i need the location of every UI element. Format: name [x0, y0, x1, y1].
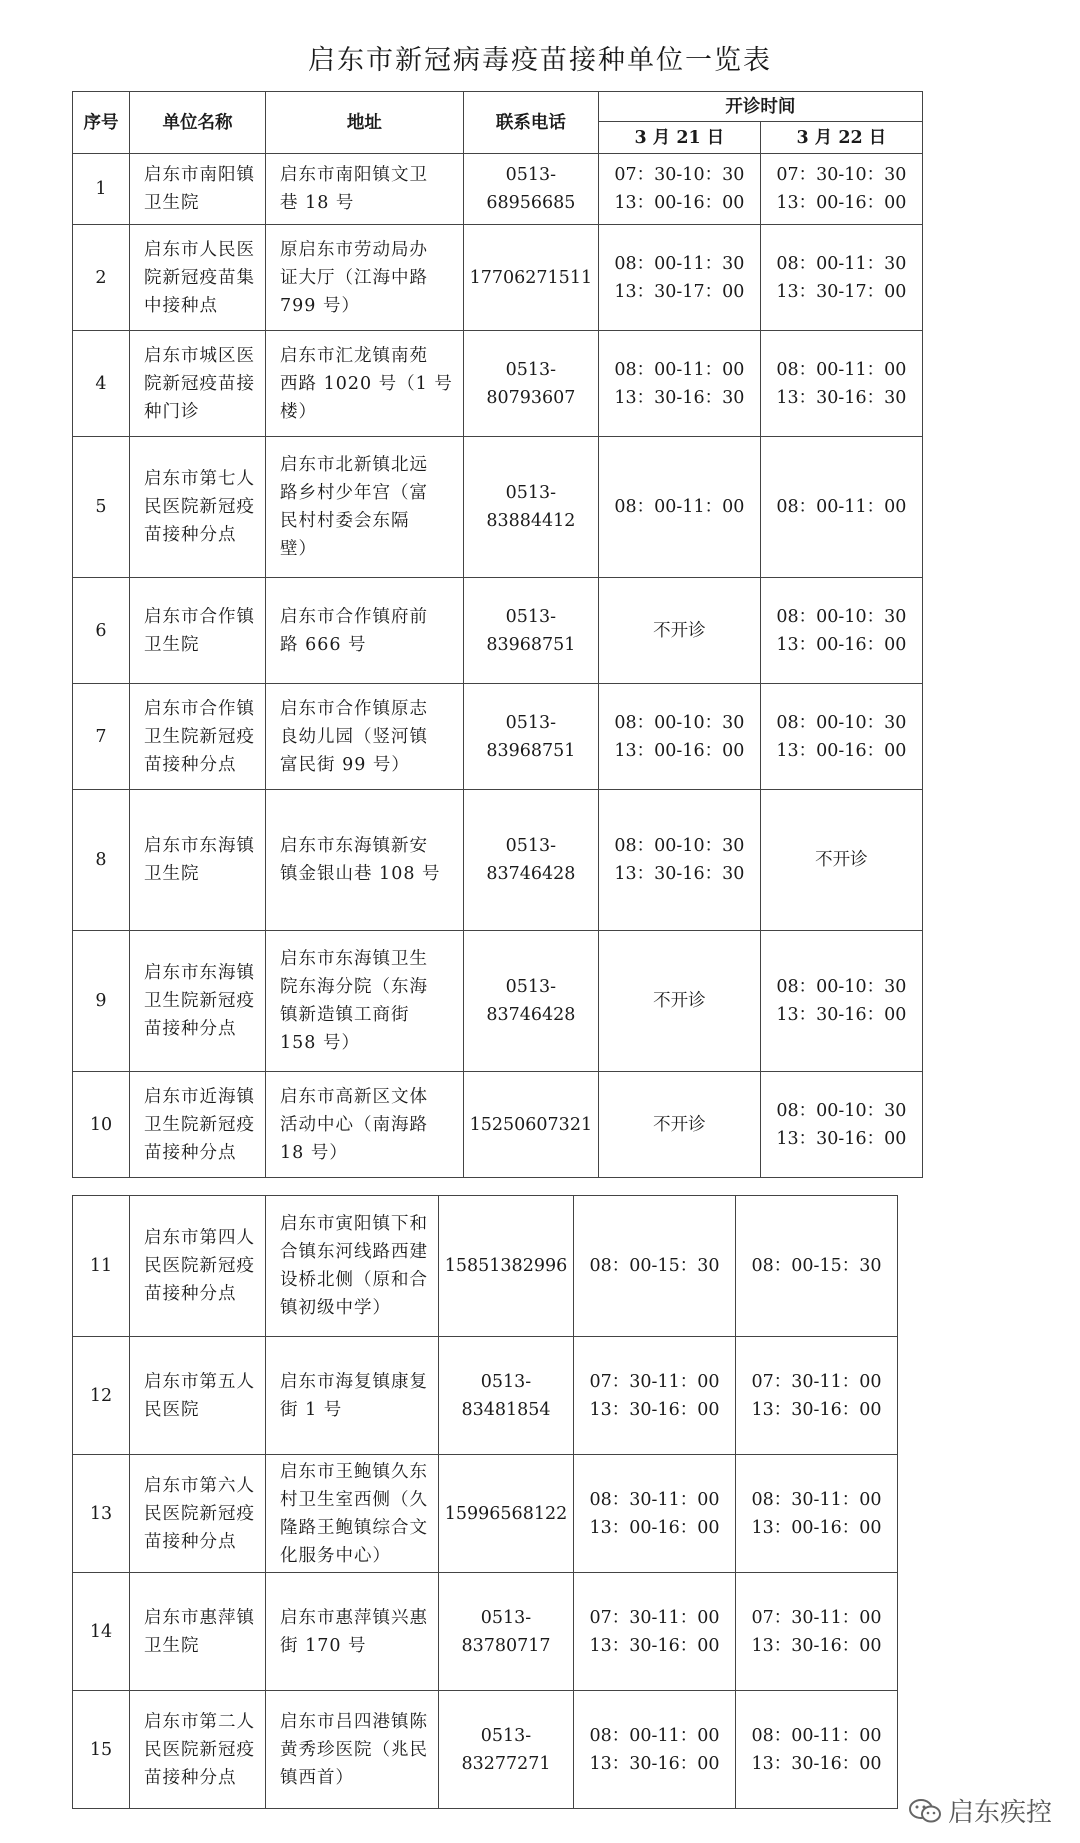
unit-name-line: 启东市城区医: [144, 345, 255, 366]
day1-hours-line: 08：30-11：00: [589, 1489, 720, 1510]
day2-hours-line: 08：00-10：30: [776, 606, 907, 627]
unit-name-cell: [130, 684, 266, 790]
day2-hours-cell: [736, 1337, 898, 1455]
address-line: 启东市东海镇新安: [280, 836, 428, 856]
address-line: 巷 18 号: [280, 193, 355, 213]
day1-hours-line: 13：30-16：00: [589, 1635, 720, 1656]
unit-name-cell: [130, 1691, 266, 1809]
day2-hours-line: 08：00-10：30: [776, 977, 907, 997]
header-name: 单位名称: [130, 92, 266, 154]
address-line: 设桥北侧（原和合: [280, 1270, 428, 1290]
unit-name-line: 启东市第二人: [144, 1711, 255, 1732]
day1-hours-line: 08：00-10：30: [614, 836, 745, 856]
day1-hours-cell: [574, 1573, 736, 1691]
unit-name-line: 启东市合作镇: [144, 606, 255, 627]
phone-cell: 0513-83968751: [463, 578, 598, 684]
address-line: 合镇东河线路西建: [280, 1242, 428, 1262]
seq-cell: 11: [73, 1196, 130, 1337]
day1-hours-line: 13：30-16：00: [589, 1399, 720, 1420]
unit-name-line: 启东市东海镇: [144, 836, 255, 856]
unit-name-line: 苗接种分点: [144, 754, 237, 775]
phone-cell: 15250607321: [463, 1072, 598, 1178]
address-line: 启东市寅阳镇下和: [280, 1214, 428, 1234]
address-line: 街 1 号: [280, 1399, 343, 1420]
day1-hours-line: 08：00-15：30: [589, 1256, 720, 1276]
unit-name-cell: [130, 578, 266, 684]
watermark-text: 启东疾控: [947, 1798, 1052, 1828]
address-cell: [266, 790, 464, 931]
unit-name-line: 启东市第五人: [144, 1371, 255, 1392]
address-line: 楼）: [280, 401, 317, 422]
day2-hours-cell: [760, 154, 922, 225]
day1-hours-line: 13：00-16：00: [614, 740, 745, 761]
phone-cell: 15851382996: [439, 1196, 574, 1337]
address-line: 启东市北新镇北远: [280, 455, 428, 475]
day1-hours-line: 13：30-17：00: [614, 281, 745, 302]
day2-hours-line: 13：00-16：00: [776, 634, 907, 655]
header-hours: 开诊时间: [598, 92, 922, 122]
address-line: 民村村委会东隔: [280, 511, 410, 531]
day1-hours-line: 07：30-11：00: [589, 1607, 720, 1628]
day2-hours-line: 08：00-11：00: [751, 1725, 882, 1746]
address-line: 村卫生室西侧（久: [280, 1489, 428, 1510]
day1-hours-cell: [598, 578, 760, 684]
phone-cell: 0513-83481854: [439, 1337, 574, 1455]
unit-name-line: 苗接种分点: [144, 1019, 237, 1039]
table-row: [73, 1573, 898, 1691]
day1-hours-cell: [598, 931, 760, 1072]
vaccination-table: [72, 91, 923, 1178]
day2-hours-line: 13：30-16：00: [751, 1753, 882, 1774]
day2-hours-line: 13：30-17：00: [776, 281, 907, 302]
day1-hours-line: 不开诊: [653, 620, 706, 641]
address-line: 启东市海复镇康复: [280, 1371, 428, 1392]
day2-hours-line: 13：00-16：00: [751, 1517, 882, 1538]
day2-hours-line: 13：30-16：00: [776, 1005, 907, 1025]
unit-name-line: 卫生院新冠疫: [144, 991, 255, 1011]
day1-hours-cell: [574, 1196, 736, 1337]
header-phone: 联系电话: [463, 92, 598, 154]
seq-cell: 2: [73, 225, 130, 331]
address-line: 路乡村少年宫（富: [280, 483, 428, 503]
seq-cell: 4: [73, 331, 130, 437]
day1-hours-line: 08：00-11：00: [614, 359, 745, 380]
unit-name-line: 苗接种分点: [144, 1531, 237, 1552]
day2-hours-line: 13：30-16：30: [776, 387, 907, 408]
seq-cell: 12: [73, 1337, 130, 1455]
day1-hours-line: 08：00-11：30: [614, 253, 745, 274]
address-line: 隆路王鲍镇综合文: [280, 1517, 428, 1538]
table-row: [73, 1072, 923, 1178]
unit-name-line: 启东市人民医: [144, 239, 255, 260]
header-day2: 3 月 22 日: [760, 122, 922, 154]
day2-hours-cell: [760, 578, 922, 684]
seq-cell: 14: [73, 1573, 130, 1691]
day1-hours-line: 13：30-16：00: [589, 1753, 720, 1774]
unit-name-line: 卫生院: [144, 193, 200, 213]
table-row: [73, 790, 923, 931]
header-seq: 序号: [73, 92, 130, 154]
unit-name-line: 苗接种分点: [144, 525, 237, 545]
table-row: [73, 331, 923, 437]
day1-hours-cell: [574, 1691, 736, 1809]
unit-name-line: 启东市近海镇: [144, 1086, 255, 1107]
address-line: 启东市高新区文体: [280, 1086, 428, 1107]
unit-name-line: 苗接种分点: [144, 1284, 237, 1304]
unit-name-cell: [130, 790, 266, 931]
phone-cell: 17706271511: [463, 225, 598, 331]
address-line: 启东市吕四港镇陈: [280, 1711, 428, 1732]
phone-cell: 0513-83746428: [463, 790, 598, 931]
address-line: 158 号）: [280, 1033, 360, 1053]
address-line: 路 666 号: [280, 634, 367, 655]
unit-name-line: 苗接种分点: [144, 1142, 237, 1163]
unit-name-line: 启东市第四人: [144, 1228, 255, 1248]
day2-hours-line: 13：30-16：00: [751, 1399, 882, 1420]
day1-hours-line: 不开诊: [653, 991, 706, 1011]
unit-name-cell: [130, 154, 266, 225]
unit-name-line: 卫生院: [144, 864, 200, 884]
day1-hours-cell: [598, 790, 760, 931]
page-title: 启东市新冠病毒疫苗接种单位一览表: [308, 45, 772, 76]
address-line: 镇初级中学）: [280, 1298, 391, 1318]
address-line: 启东市汇龙镇南苑: [280, 345, 428, 366]
day2-hours-line: 13：00-16：00: [776, 193, 907, 213]
address-line: 证大厅（江海中路: [280, 267, 428, 288]
unit-name-line: 卫生院: [144, 1635, 200, 1656]
day1-hours-line: 07：30-11：00: [589, 1371, 720, 1392]
address-cell: [266, 1337, 439, 1455]
table-row: [73, 154, 923, 225]
day2-hours-cell: [736, 1455, 898, 1573]
unit-name-line: 苗接种分点: [144, 1767, 237, 1788]
address-line: 18 号）: [280, 1142, 348, 1163]
header-address: 地址: [266, 92, 464, 154]
phone-cell: 0513-83746428: [463, 931, 598, 1072]
table-row: [73, 578, 923, 684]
unit-name-line: 启东市合作镇: [144, 698, 255, 719]
unit-name-cell: [130, 225, 266, 331]
day2-hours-cell: [760, 1072, 922, 1178]
seq-cell: 7: [73, 684, 130, 790]
address-cell: [266, 578, 464, 684]
unit-name-line: 启东市第七人: [144, 469, 255, 489]
seq-cell: 10: [73, 1072, 130, 1178]
address-line: 壁）: [280, 539, 317, 559]
day2-hours-cell: [760, 931, 922, 1072]
address-line: 原启东市劳动局办: [280, 239, 428, 260]
day2-hours-line: 13：00-16：00: [776, 740, 907, 761]
day2-hours-line: 07：30-11：00: [751, 1371, 882, 1392]
unit-name-cell: [130, 437, 266, 578]
day1-hours-cell: [574, 1455, 736, 1573]
day2-hours-line: 08：00-11：30: [776, 253, 907, 274]
day1-hours-line: 08：00-10：30: [614, 712, 745, 733]
address-line: 街 170 号: [280, 1635, 367, 1656]
table-row: [73, 1455, 898, 1573]
phone-cell: 0513-68956685: [463, 154, 598, 225]
seq-cell: 9: [73, 931, 130, 1072]
table-row: [73, 1196, 898, 1337]
day1-hours-line: 13：30-16：30: [614, 864, 745, 884]
day1-hours-cell: [598, 331, 760, 437]
unit-name-line: 院新冠疫苗接: [144, 373, 255, 394]
unit-name-line: 种门诊: [144, 401, 200, 422]
address-line: 化服务中心）: [280, 1545, 391, 1566]
day1-hours-line: 13：30-16：30: [614, 387, 745, 408]
phone-cell: 0513-80793607: [463, 331, 598, 437]
address-line: 启东市东海镇卫生: [280, 949, 428, 969]
address-cell: [266, 931, 464, 1072]
wechat-icon: [908, 1798, 942, 1824]
day1-hours-cell: [574, 1337, 736, 1455]
phone-cell: 0513-83884412: [463, 437, 598, 578]
seq-cell: 1: [73, 154, 130, 225]
unit-name-line: 民医院新冠疫: [144, 1503, 255, 1524]
day1-hours-line: 07：30-10：30: [614, 165, 745, 185]
day2-hours-cell: [760, 790, 922, 931]
address-cell: [266, 684, 464, 790]
header-day1: 3 月 21 日: [598, 122, 760, 154]
watermark: [908, 1792, 1052, 1829]
address-line: 启东市合作镇府前: [280, 606, 428, 627]
address-cell: [266, 1691, 439, 1809]
unit-name-line: 民医院新冠疫: [144, 497, 255, 517]
day2-hours-line: 07：30-10：30: [776, 165, 907, 185]
table-row: [73, 931, 923, 1072]
unit-name-cell: [130, 1072, 266, 1178]
day1-hours-line: 13：00-16：00: [614, 193, 745, 213]
day1-hours-cell: [598, 437, 760, 578]
address-line: 镇新造镇工商街: [280, 1005, 410, 1025]
day2-hours-line: 13：30-16：00: [751, 1635, 882, 1656]
address-line: 镇金银山巷 108 号: [280, 864, 441, 884]
address-line: 良幼儿园（竖河镇: [280, 726, 428, 747]
unit-name-line: 卫生院新冠疫: [144, 1114, 255, 1135]
day1-hours-cell: [598, 684, 760, 790]
address-line: 启东市王鲍镇久东: [280, 1461, 428, 1482]
unit-name-line: 启东市惠萍镇: [144, 1607, 255, 1628]
address-cell: [266, 437, 464, 578]
day2-hours-line: 08：00-10：30: [776, 1100, 907, 1121]
day2-hours-line: 不开诊: [815, 850, 868, 870]
address-cell: [266, 1072, 464, 1178]
day1-hours-line: 13：00-16：00: [589, 1517, 720, 1538]
seq-cell: 15: [73, 1691, 130, 1809]
address-cell: [266, 1196, 439, 1337]
unit-name-line: 民医院: [144, 1399, 200, 1420]
day2-hours-line: 08：00-15：30: [751, 1256, 882, 1276]
address-line: 启东市南阳镇文卫: [280, 165, 428, 185]
unit-name-line: 院新冠疫苗集: [144, 267, 255, 288]
unit-name-cell: [130, 1455, 266, 1573]
address-line: 黄秀珍医院（兆民: [280, 1739, 428, 1760]
unit-name-line: 启东市第六人: [144, 1475, 255, 1496]
unit-name-cell: [130, 1196, 266, 1337]
unit-name-line: 民医院新冠疫: [144, 1256, 255, 1276]
unit-name-line: 卫生院新冠疫: [144, 726, 255, 747]
phone-cell: 0513-83277271: [439, 1691, 574, 1809]
day1-hours-cell: [598, 154, 760, 225]
address-line: 院东海分院（东海: [280, 977, 428, 997]
day2-hours-line: 08：30-11：00: [751, 1489, 882, 1510]
unit-name-cell: [130, 1337, 266, 1455]
table-row: [73, 225, 923, 331]
seq-cell: 6: [73, 578, 130, 684]
day1-hours-line: 08：00-11：00: [589, 1725, 720, 1746]
day1-hours-line: 08：00-11：00: [614, 497, 745, 517]
unit-name-line: 中接种点: [144, 295, 218, 316]
table-row: [73, 437, 923, 578]
phone-cell: 0513-83780717: [439, 1573, 574, 1691]
phone-cell: 15996568122: [439, 1455, 574, 1573]
table-row: [73, 684, 923, 790]
address-line: 799 号）: [280, 295, 360, 316]
address-cell: [266, 1455, 439, 1573]
day1-hours-cell: [598, 1072, 760, 1178]
address-line: 富民街 99 号）: [280, 754, 410, 775]
unit-name-line: 卫生院: [144, 634, 200, 655]
address-line: 启东市惠萍镇兴惠: [280, 1607, 428, 1628]
vaccination-table-continued: [72, 1195, 898, 1809]
unit-name-line: 启东市南阳镇: [144, 165, 255, 185]
day2-hours-cell: [760, 437, 922, 578]
table-row: [73, 1691, 898, 1809]
day2-hours-cell: [736, 1573, 898, 1691]
day2-hours-cell: [760, 331, 922, 437]
address-line: 镇西首）: [280, 1767, 354, 1788]
day2-hours-line: 07：30-11：00: [751, 1607, 882, 1628]
day2-hours-cell: [736, 1196, 898, 1337]
unit-name-cell: [130, 931, 266, 1072]
address-line: 启东市合作镇原志: [280, 698, 428, 719]
day2-hours-cell: [760, 684, 922, 790]
address-cell: [266, 1573, 439, 1691]
address-cell: [266, 225, 464, 331]
table-row: [73, 1337, 898, 1455]
day2-hours-line: 08：00-11：00: [776, 497, 907, 517]
day2-hours-line: 13：30-16：00: [776, 1128, 907, 1149]
day1-hours-cell: [598, 225, 760, 331]
day2-hours-line: 08：00-10：30: [776, 712, 907, 733]
day2-hours-cell: [736, 1691, 898, 1809]
day2-hours-cell: [760, 225, 922, 331]
unit-name-line: 民医院新冠疫: [144, 1739, 255, 1760]
unit-name-cell: [130, 1573, 266, 1691]
unit-name-line: 启东市东海镇: [144, 963, 255, 983]
unit-name-cell: [130, 331, 266, 437]
address-line: 活动中心（南海路: [280, 1114, 428, 1135]
address-cell: [266, 154, 464, 225]
seq-cell: 13: [73, 1455, 130, 1573]
address-cell: [266, 331, 464, 437]
seq-cell: 5: [73, 437, 130, 578]
day1-hours-line: 不开诊: [653, 1114, 706, 1135]
seq-cell: 8: [73, 790, 130, 931]
day2-hours-line: 08：00-11：00: [776, 359, 907, 380]
address-line: 西路 1020 号（1 号: [280, 373, 453, 394]
phone-cell: 0513-83968751: [463, 684, 598, 790]
